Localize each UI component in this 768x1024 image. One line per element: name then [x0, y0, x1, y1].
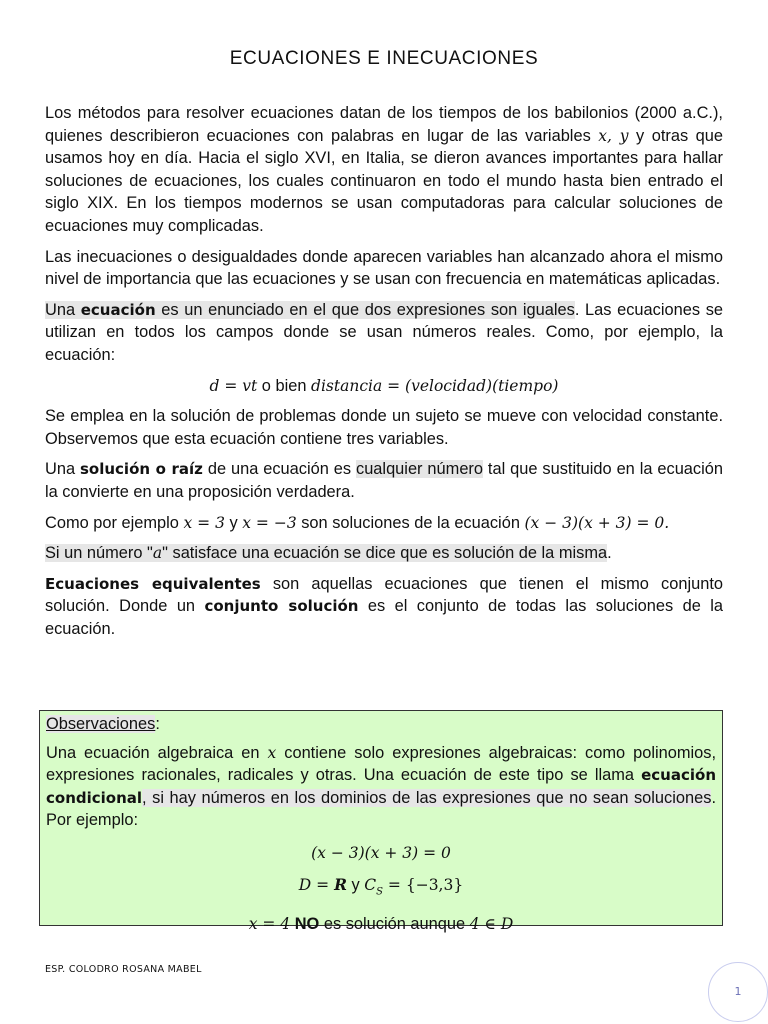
observations-equation-3: x = 4 NO es solución aunque 4 ∈ D: [248, 915, 514, 934]
page-number: 1: [734, 985, 742, 998]
paragraph-history: Los métodos para resolver ecuaciones datan de los tiempos de los babilonios (2000 a.C.), quienes describieron ecuaciones con palabras en lugar de las variables x, y y otras que usamos hoy en día. Hacia el siglo XVI, en Italia, se dieron avances importantes para hallar soluciones de ecuaciones, los cuales continuaron en todo el mundo hasta bien entrado el siglo XIX. En los tiempos modernos se usan computadoras para calcular soluciones de ecuaciones muy complicadas.: [45, 104, 723, 235]
document-body: [45, 102, 723, 648]
observations-equation-1: (x − 3)(x + 3) = 0: [311, 843, 451, 862]
observations-box: [39, 710, 723, 934]
paragraph-solution-definition: Una solución o raíz de una ecuación es cualquier número tal que sustituido en la ecuación la convierte en una proposición verdadera.: [45, 460, 723, 501]
paragraph-example: Como por ejemplo x = 3 y x = −3 son soluciones de la ecuación (x − 3)(x + 3) = 0.: [45, 513, 670, 532]
paragraph-equivalent: Ecuaciones equivalentes son aquellas ecuaciones que tienen el mismo conjunto solución. Donde un conjunto solución es el conjunto de todas las soluciones de la ecuación.: [45, 574, 723, 638]
observations-heading: Observaciones:: [46, 715, 160, 733]
paragraph-equation-definition: Una ecuación es un enunciado en el que dos expresiones son iguales. Las ecuaciones se utilizan en todos los campos donde se usan números reales. Como, por ejemplo, la ecuación:: [45, 300, 724, 364]
page-title: ECUACIONES E INECUACIONES: [229, 48, 539, 69]
page-number-badge: [708, 962, 768, 1022]
paragraph-inequalities: Las inecuaciones o desigualdades donde aparecen variables han alcanzado ahora el mismo nivel de importancia que las ecuaciones y se usan con frecuencia en matemáticas aplicadas.: [45, 247, 723, 289]
equation-distance: d = vt o bien distancia = (velocidad)(tiempo): [209, 376, 559, 395]
footer-author: ESP. COLODRO ROSANA MABEL: [45, 964, 202, 975]
observations-equation-2: D = R y $C_S = \{-3,3\}$: [298, 874, 464, 898]
paragraph-solution-note: Si un número "a" satisface una ecuación se dice que es solución de la misma.: [45, 544, 612, 563]
observations-text: Una ecuación algebraica en x contiene solo expresiones algebraicas: como polinomios, expresiones racionales, radicales y otras. Una ecuación de este tipo se llama ecuación condicional, si hay números en los dominios de las expresiones que no sean soluciones. Por ejemplo:: [46, 743, 716, 830]
paragraph-velocity: Se emplea en la solución de problemas donde un sujeto se mueve con velocidad constante. Observemos que esta ecuación contiene tres variables.: [45, 407, 723, 448]
